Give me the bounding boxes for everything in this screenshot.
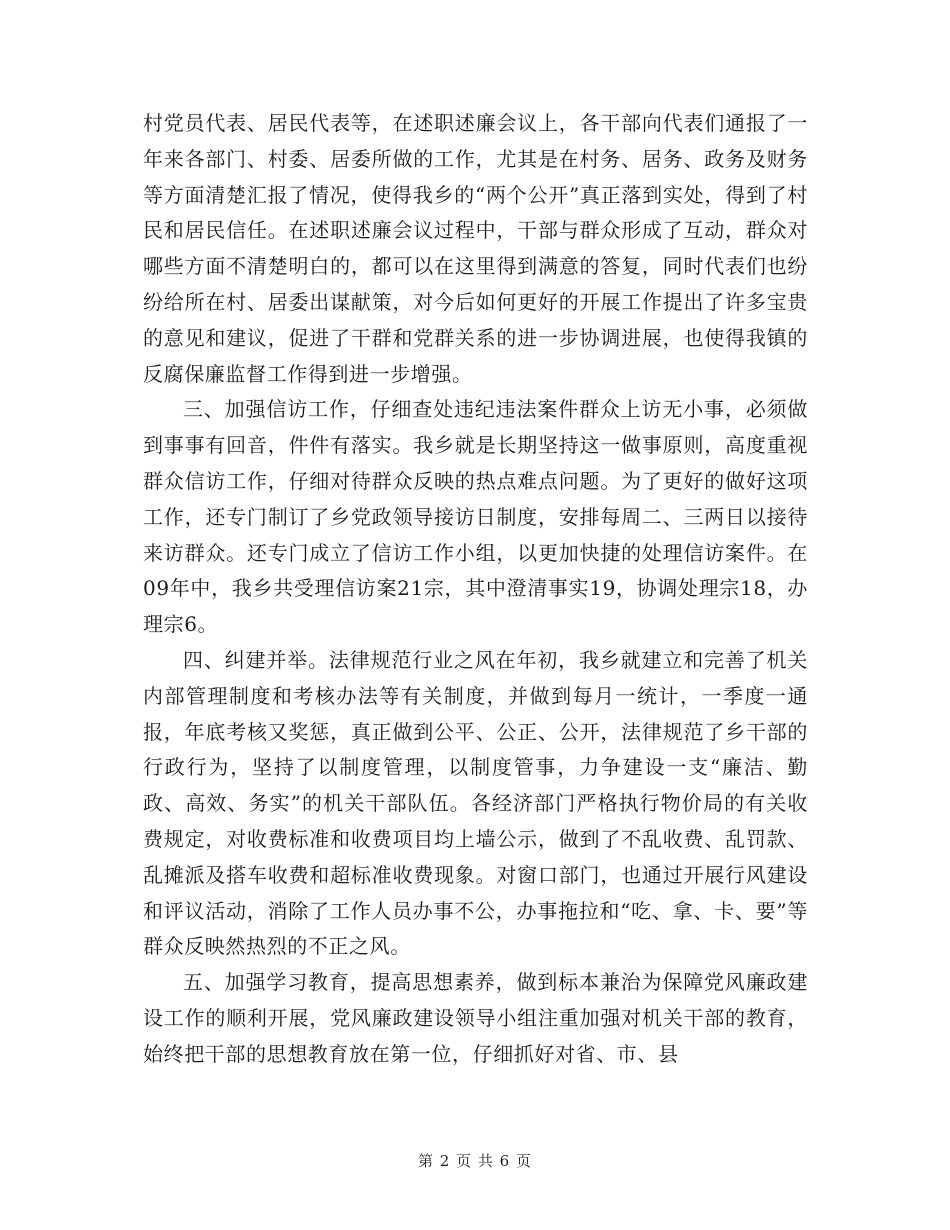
page-number-suffix: 页: [516, 1152, 533, 1170]
page-footer: [0, 1150, 950, 1171]
paragraph-4: 五、加强学习教育，提高思想素养，做到标本兼治为保障党风廉政建设工作的顺利开展，党风廉政建设领导小组注重加强对机关干部的教育，始终把干部的思想教育放在第一位，仔细抓好对省、市、县: [143, 970, 808, 1066]
current-page-number: 2: [439, 1152, 451, 1170]
page-number-middle: 页 共: [456, 1152, 494, 1170]
paragraph-2: 三、加强信访工作，仔细查处违纪违法案件群众上访无小事，必须做到事事有回音，件件有落实。我乡就是长期坚持这一做事原则，高度重视群众信访工作，仔细对待群众反映的热点难点问题。为了更好的做好这项工作，还专门制订了乡党政领导接访日制度，安排每周二、三两日以接待来访群众。还专门成立了信访工作小组，以更加快捷的处理信访案件。在09年中，我乡共受理信访案21宗，其中澄清事实19，协调处理宗18，办理宗6。: [143, 397, 808, 637]
paragraph-1: 村党员代表、居民代表等，在述职述廉会议上，各干部向代表们通报了一年来各部门、村委、居委所做的工作，尤其是在村务、居务、政务及财务等方面清楚汇报了情况，使得我乡的“两个公开”真正落到实处，得到了村民和居民信任。在述职述廉会议过程中，干部与群众形成了互动，群众对哪些方面不清楚明白的，都可以在这里得到满意的答复，同时代表们也纷纷给所在村、居委出谋献策，对今后如何更好的开展工作提出了许多宝贵的意见和建议，促进了干群和党群关系的进一步协调进展，也使得我镇的反腐保廉监督工作得到进一步增强。: [143, 111, 808, 386]
document-body: [143, 106, 808, 1073]
page-number-prefix: 第: [417, 1152, 434, 1170]
total-page-number: 6: [499, 1152, 511, 1170]
paragraph-3: 四、纠建并举。法律规范行业之风在年初，我乡就建立和完善了机关内部管理制度和考核办法等有关制度，并做到每月一统计，一季度一通报，年底考核又奖惩，真正做到公平、公正、公开，法律规范了乡干部的行政行为，坚持了以制度管理，以制度管事，力争建设一支“廉洁、勤政、高效、务实”的机关干部队伍。各经济部门严格执行物价局的有关收费规定，对收费标准和收费项目均上墙公示，做到了不乱收费、乱罚款、乱摊派及搭车收费和超标准收费现象。对窗口部门，也通过开展行风建设和评议活动，消除了工作人员办事不公，办事拖拉和“吃、拿、卡、要”等群众反映然热烈的不正之风。: [143, 647, 808, 959]
